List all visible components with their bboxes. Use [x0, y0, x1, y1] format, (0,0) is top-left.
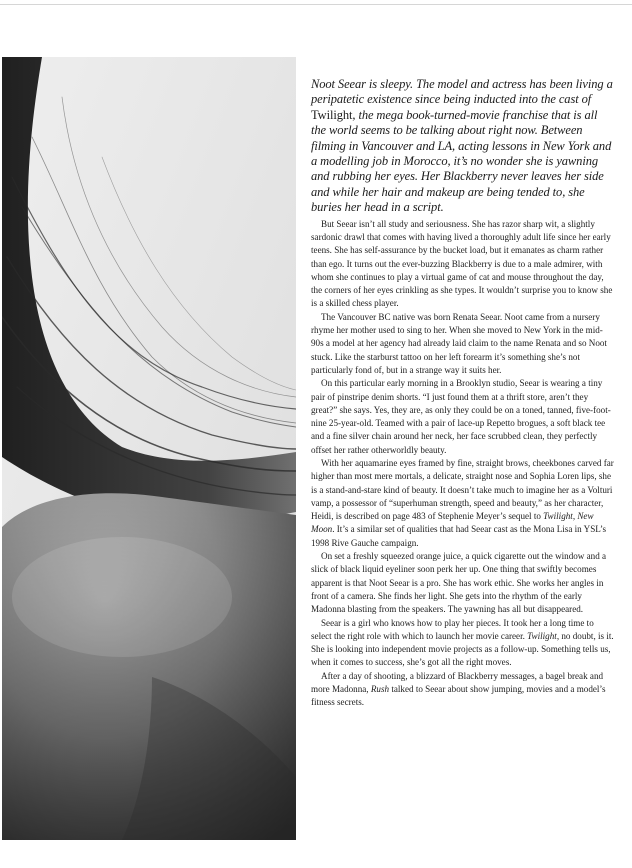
- paragraph-1: But Seear isn’t all study and seriousness. She has razor sharp wit, a slightly sardonic drawl that comes with having lived a thoroughly adult life since her early teens. She has self-assurance by the bucket load, but it emanates as charm rather than ego. It turns out the ever-buzzing Blackberry is due to a male admirer, with whom she continues to play a virtual game of cat and mouse throughout the day, the corners of her eyes crinkling as she types. It wouldn’t surprise you to know she is a skilled chess player.: [311, 218, 613, 309]
- paragraph-7-magazine-title: Rush: [370, 684, 390, 695]
- paragraph-6: [311, 617, 615, 670]
- paragraph-6-part-2: , no doubt, is it. She is looking into independent movie projects as a follow-up. Something tells us, when it comes to success, she’s got all the right moves.: [311, 630, 614, 668]
- standfirst-part-2: , the mega book-turned-movie franchise that is all the world seems to be talking about right now. Between filming in Vancouver and LA, acting lessons in New York and a modelling job in Morocco, it’s no wonder she is yawning and rubbing her eyes. Her Blackberry never leaves her side and while her hair and makeup are being tended to, she buries her head in a script.: [311, 107, 612, 215]
- paragraph-4-part-2: . It’s a similar set of qualities that had Seear cast as the Mona Lisa in YSL’s 1998 Rive Gauche campaign.: [311, 524, 607, 548]
- page-top-rule: [0, 4, 632, 5]
- paragraph-3: On this particular early morning in a Brooklyn studio, Seear is wearing a tiny pair of pinstripe denim shorts. “I just found them at a thrift store, aren’t they great?” she says. Yes, they are, as only they could be on a toned, tanned, five-foot-nine 25-year-old. Teamed with a pair of lace-up Repetto brogues, a soft black tee and a fine silver chain around her neck, her face scrubbed clean, they perfectly offset her rather otherworldly beauty.: [311, 378, 611, 455]
- paragraph-7: [311, 670, 615, 710]
- standfirst: [311, 77, 615, 216]
- paragraph-7-part-1: After a day of shooting, a blizzard of Blackberry messages, a bagel break and more Madonna,: [311, 670, 604, 695]
- paragraph-6-part-1: Seear is a girl who knows how to play her pieces. It took her a long time to select the right role with which to launch her movie career.: [311, 617, 594, 641]
- paragraph-4-book-title: Twilight, New Moon: [311, 511, 594, 535]
- portrait-photo: [2, 57, 296, 840]
- standfirst-part-1: Noot Seear is sleepy. The model and actress has been living a peripatetic existence since being inducted into the cast of: [311, 77, 613, 107]
- paragraph-7-part-2: talked to Seear about show jumping, movies and a model’s fitness secrets.: [311, 684, 606, 708]
- paragraph-2: The Vancouver BC native was born Renata Seear. Noot came from a nursery rhyme her mother used to sing to her. When she moved to New York in the mid-90s a model at her agency had already laid claim to the name Renata and so Noot stuck. Like the starburst tattoo on her left forearm it’s something she’s not particularly fond of, but in a strange way it suits her.: [311, 311, 607, 375]
- article-column: [311, 77, 615, 710]
- standfirst-film-title: Twilight: [311, 107, 353, 122]
- article-body: [311, 218, 615, 710]
- paragraph-6-film-title: Twilight: [527, 630, 557, 641]
- paragraph-4-part-1: With her aquamarine eyes framed by fine, straight brows, cheekbones carved far higher than most mere mortals, a delicate, straight nose and Sophia Loren lips, she is a stand-and-stare kind of beauty. It doesn’t take much to imagine her as a Volturi vamp, a possessor of “superhuman strength, speed and beauty,” as her character, Heidi, is described on page 483 of Stephenie Meyer’s sequel to: [311, 458, 614, 522]
- paragraph-4: [311, 457, 615, 550]
- portrait-photo-image: [2, 57, 296, 840]
- paragraph-5: On set a freshly squeezed orange juice, a quick cigarette out the window and a slick of black liquid eyeliner soon perk her up. One thing that swiftly becomes apparent is that Noot Seear is a pro. She has work ethic. She works her angles in front of a camera. She finds her light. She gets into the rhythm of the early Madonna blasting from the speakers. The yawning has all but disappeared.: [311, 551, 607, 615]
